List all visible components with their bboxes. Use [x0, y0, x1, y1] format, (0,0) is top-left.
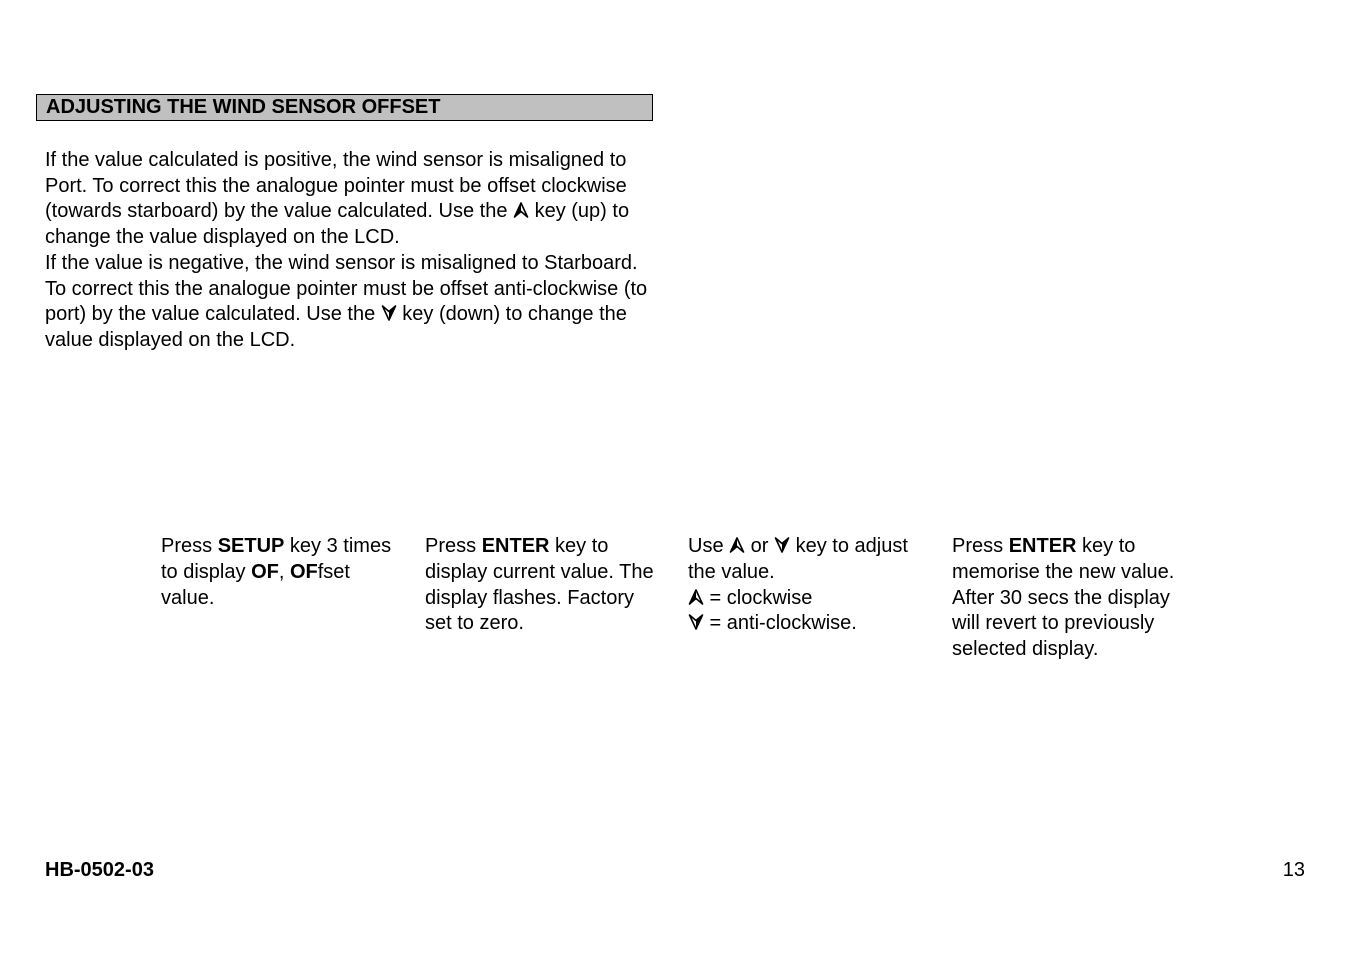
step-3-t1: Use: [688, 535, 730, 557]
step-1-t2: key 3 times to display: [161, 535, 392, 583]
down-arrow-key-icon: [688, 614, 704, 630]
step-1-text: [161, 534, 401, 611]
intro-p2-text-a: If the value is negative, the wind sensor is misaligned to Starboard. To correct this the analogue pointer must be offset anti-clockwise (to port) by the value calculated. Use the: [45, 251, 648, 326]
step-3-text: [688, 534, 928, 586]
step-2-text: [425, 534, 665, 637]
step-2: [425, 534, 665, 637]
page-number: 13: [1282, 859, 1305, 881]
step-4: [952, 534, 1202, 663]
offset-of-label: OF: [289, 560, 318, 583]
enter-key-label: ENTER: [1008, 535, 1077, 557]
step-1-t3: ,: [278, 560, 290, 583]
intro-text: [45, 148, 660, 354]
setup-key-label: SETUP: [217, 535, 285, 557]
clockwise-text: = clockwise: [704, 586, 813, 609]
step-1-t1: Press: [161, 535, 218, 557]
of-label: OF: [251, 560, 279, 583]
up-arrow-key-icon: [688, 589, 704, 605]
down-arrow-key-icon: [774, 537, 790, 553]
enter-key-label: ENTER: [481, 535, 550, 557]
step-3-t3: key to adjust the value.: [688, 535, 908, 583]
step-3: [688, 534, 928, 637]
document-code: HB-0502-03: [45, 859, 154, 881]
intro-p1-text-b: key (up) to change the value displayed on the LCD.: [45, 200, 630, 249]
step-3-t2: or: [745, 535, 775, 557]
up-arrow-key-icon: [513, 202, 529, 218]
step-4-t1: Press: [952, 535, 1009, 557]
step-1: [161, 534, 401, 611]
anti-clockwise-text: = anti-clockwise.: [704, 612, 857, 635]
intro-paragraph-negative: [45, 251, 660, 354]
step-3-up-meaning: [688, 586, 928, 612]
step-2-t1: Press: [425, 535, 482, 557]
step-3-down-meaning: [688, 611, 928, 637]
step-2-t2: key to display current value. The display flashes. Factory set to zero.: [425, 535, 654, 635]
up-arrow-key-icon: [729, 537, 745, 553]
intro-paragraph-positive: [45, 148, 660, 251]
intro-p1-text-a: If the value calculated is positive, the wind sensor is misaligned to Port. To correct this the analogue pointer must be offset clockwise (towards starboard) by the value calculated. Use the: [45, 149, 627, 223]
section-title: ADJUSTING THE WIND SENSOR OFFSET: [36, 94, 653, 121]
step-4-text: [952, 534, 1202, 663]
down-arrow-key-icon: [381, 305, 397, 321]
intro-p2-text-b: key (down) to change the value displayed on the LCD.: [45, 303, 627, 351]
step-4-t2: key to memorise the new value. After 30 secs the display will revert to previously selected display.: [952, 535, 1175, 661]
step-1-t4: fset value.: [161, 560, 350, 609]
